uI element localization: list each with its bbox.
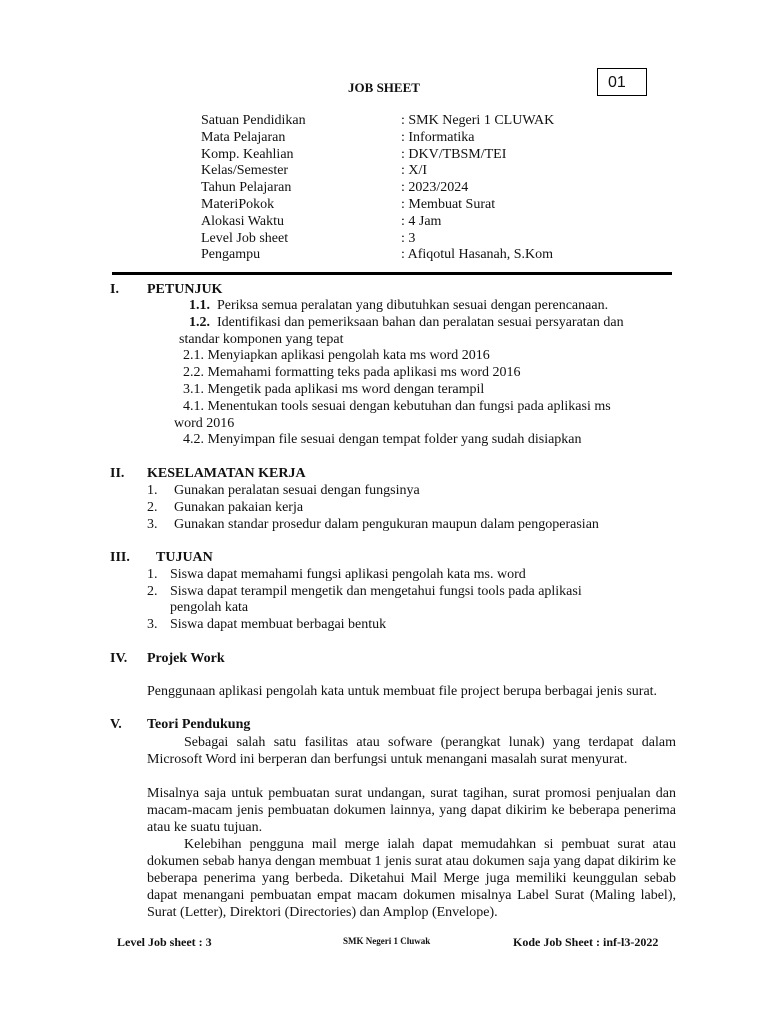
list-item: Siswa dapat membuat berbagai bentuk (170, 617, 387, 632)
page-title: JOB SHEET (348, 80, 420, 95)
item-continuation: pengolah kata (170, 600, 249, 615)
info-label: Level Job sheet (201, 231, 289, 246)
list-number: 3. (147, 517, 158, 532)
section-heading-projek: Projek Work (147, 651, 225, 666)
list-item: 3.1. Mengetik pada aplikasi ms word dengan terampil (183, 382, 485, 397)
list-number: 1. (147, 567, 158, 582)
section-heading-keselamatan: KESELAMATAN KERJA (147, 466, 306, 481)
list-item (189, 314, 624, 331)
paragraph: Penggunaan aplikasi pengolah kata untuk membuat file project berupa berbagai jenis surat. (147, 684, 658, 699)
info-label: Pengampu (201, 247, 261, 262)
section-heading-tujuan: TUJUAN (156, 550, 213, 565)
list-item: Gunakan pakaian kerja (174, 500, 304, 515)
info-value: : X/I (401, 163, 428, 178)
section-number: IV. (110, 651, 128, 666)
list-item: 2.2. Memahami formatting teks pada aplikasi ms word 2016 (183, 365, 521, 380)
section-number: III. (110, 550, 130, 565)
list-item: 4.2. Menyimpan file sesuai dengan tempat folder yang sudah disiapkan (183, 432, 582, 447)
paragraph: Sebagai salah satu fasilitas atau sofware (perangkat lunak) yang terdapat dalam Microsoft Word ini berperan dan berfungsi untuk menangani masalah surat menyurat. (147, 735, 676, 767)
section-number: I. (110, 282, 119, 297)
list-item: Gunakan standar prosedur dalam pengukuran maupun dalam pengoperasian (174, 517, 599, 532)
footer-code: Kode Job Sheet : inf-l3-2022 (513, 935, 659, 949)
info-label: Satuan Pendidikan (201, 113, 306, 128)
footer-level: Level Job sheet : 3 (117, 935, 212, 949)
footer-school: SMK Negeri 1 Cluwak (343, 936, 431, 946)
info-value: : DKV/TBSM/TEI (401, 147, 507, 162)
info-label: Mata Pelajaran (201, 130, 286, 145)
list-item: 4.1. Menentukan tools sesuai dengan kebutuhan dan fungsi pada aplikasi ms (183, 399, 611, 414)
info-label: MateriPokok (201, 197, 275, 212)
info-value: : 3 (401, 231, 416, 246)
list-item: Gunakan peralatan sesuai dengan fungsinya (174, 483, 420, 498)
list-number: 2. (147, 584, 158, 599)
list-item (189, 297, 608, 314)
info-value: : Informatika (401, 130, 475, 145)
item-number: 1.1. (189, 298, 210, 313)
info-value: : SMK Negeri 1 CLUWAK (401, 113, 555, 128)
list-item: Siswa dapat terampil mengetik dan mengetahui fungsi tools pada aplikasi (170, 584, 582, 599)
item-number: 1.2. (189, 315, 210, 330)
info-value: : 2023/2024 (401, 180, 469, 195)
list-item: 2.1. Menyiapkan aplikasi pengolah kata ms word 2016 (183, 348, 490, 363)
info-label: Kelas/Semester (201, 163, 289, 178)
header-divider (112, 272, 672, 275)
paragraph: Kelebihan pengguna mail merge ialah dapat memudahkan si pembuat surat atau dokumen sebab hanya dengan membuat 1 jenis surat atau dokumen saja yang dapat dikirim ke beberapa penerima yang berbeda. Diketahui Mail Merge juga memiliki keunggulan sebab dapat menangani pembuatan empat macam dokumen misalnya Label Surat (Maling label), Surat (Letter), Direktori (Directories) dan Amplop (Envelope). (147, 837, 676, 920)
info-value: : Afiqotul Hasanah, S.Kom (401, 247, 554, 262)
info-label: Komp. Keahlian (201, 147, 294, 162)
info-label: Tahun Pelajaran (201, 180, 292, 195)
item-text: Periksa semua peralatan yang dibutuhkan sesuai dengan perencanaan. (217, 298, 609, 313)
list-number: 1. (147, 483, 158, 498)
section-heading-petunjuk: PETUNJUK (147, 282, 223, 297)
section-number: II. (110, 466, 125, 481)
list-item: Siswa dapat memahami fungsi aplikasi pengolah kata ms. word (170, 567, 526, 582)
job-sheet-code-box: 01 (597, 68, 647, 96)
info-label: Alokasi Waktu (201, 214, 284, 229)
section-heading-teori: Teori Pendukung (147, 717, 251, 732)
paragraph: Misalnya saja untuk pembuatan surat undangan, surat tagihan, surat promosi penjualan dan macam-macam jenis pembuatan dokumen lainnya, yang dapat dikirim ke beberapa penerima atau ke suatu tujuan. (147, 786, 676, 835)
item-text: Identifikasi dan pemeriksaan bahan dan peralatan sesuai persyaratan dan (217, 315, 624, 330)
info-value: : 4 Jam (401, 214, 442, 229)
section-number: V. (110, 717, 122, 732)
item-continuation: word 2016 (174, 416, 235, 431)
list-number: 3. (147, 617, 158, 632)
info-value: : Membuat Surat (401, 197, 496, 212)
item-continuation: standar komponen yang tepat (179, 332, 344, 347)
list-number: 2. (147, 500, 158, 515)
